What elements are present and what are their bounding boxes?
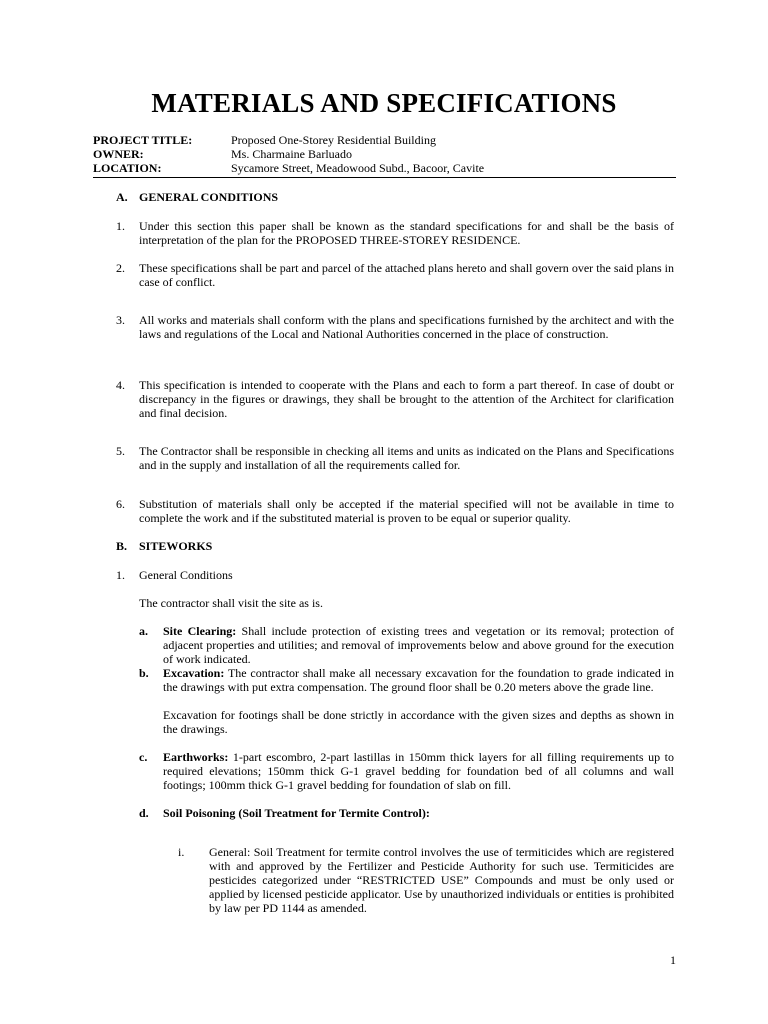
sub-item-heading: Excavation:: [163, 666, 225, 680]
sub-item: [163, 624, 674, 666]
list-number: 1.: [116, 568, 125, 582]
sub-item-text: 1-part escombro, 2-part lastillas in 150mm thick layers for all filling requirements up to required elevations; 150mm thick G-1 gravel bedding for foundation bed of all columns and wall footings; 100mm thick G-1 gravel bedding for foundation of slab on fill.: [163, 750, 674, 792]
page-number: 1: [670, 953, 676, 967]
sub-letter: b.: [139, 666, 149, 680]
sub-item-heading: Soil Poisoning (Soil Treatment for Termite Control):: [163, 806, 430, 820]
list-number: 5.: [116, 444, 125, 458]
list-item-text: This specification is intended to cooperate with the Plans and each to form a part thereof. In case of doubt or discrepancy in the figures or drawings, they shall be brought to the attention of the Architect for clarification and final decision.: [139, 378, 674, 420]
sub-item: [163, 806, 674, 820]
meta-value: Ms. Charmaine Barluado: [231, 147, 352, 161]
meta-label: OWNER:: [93, 147, 144, 161]
roman-item-text: General: Soil Treatment for termite control involves the use of termiticides which are registered with and approved by the Fertilizer and Pesticide Authority for such use. Termiticides are pesticides categorized under “RESTRICTED USE” Compounds and must be only used or applied by licensed pesticide applicator. Use by unauthorized individuals or entities is prohibited by law per PD 1144 as amended.: [209, 845, 674, 915]
intro-text: The contractor shall visit the site as is.: [139, 596, 323, 610]
list-item-text: All works and materials shall conform with the plans and specifications furnished by the architect and with the laws and regulations of the Local and National Authorities concerned in the place of construction.: [139, 313, 674, 341]
sub-item-text: Shall include protection of existing trees and vegetation or its removal; protection of adjacent properties and utilities; and removal of improvements below and above ground for the execution of work indicated.: [163, 624, 674, 666]
list-item-text: Substitution of materials shall only be accepted if the material specified will not be available in time to complete the work and if the substituted material is proven to be equal or superior quality.: [139, 497, 674, 525]
list-item-text: These specifications shall be part and parcel of the attached plans hereto and shall govern over the said plans in case of conflict.: [139, 261, 674, 289]
sub-item-text: The contractor shall make all necessary excavation for the foundation to grade indicated in the drawings with put extra compensation. The ground floor shall be 0.20 meters above the grade line.: [163, 666, 674, 694]
meta-value: Sycamore Street, Meadowood Subd., Bacoor, Cavite: [231, 161, 485, 175]
list-item-text: Under this section this paper shall be known as the standard specifications for and shall be the basis of interpretation of the plan for the PROPOSED THREE-STOREY RESIDENCE.: [139, 219, 674, 247]
header-divider: [93, 177, 676, 178]
list-number: 6.: [116, 497, 125, 511]
roman-number: i.: [178, 845, 185, 859]
meta-value: Proposed One-Storey Residential Building: [231, 133, 436, 147]
sub-letter: a.: [139, 624, 148, 638]
meta-label: PROJECT TITLE:: [93, 133, 193, 147]
sub-item: [163, 666, 674, 694]
list-number: 3.: [116, 313, 125, 327]
meta-row-project-title: [93, 133, 675, 147]
sub-letter: d.: [139, 806, 149, 820]
section-heading: GENERAL CONDITIONS: [139, 190, 279, 204]
sub-item-heading: Earthworks:: [163, 750, 229, 764]
sub-letter: c.: [139, 750, 148, 764]
meta-row-owner: [93, 147, 675, 161]
list-item-text: The Contractor shall be responsible in checking all items and units as indicated on the Plans and Specifications and in the supply and installation of all the requirements called for.: [139, 444, 674, 472]
sub-item-extra: Excavation for footings shall be done strictly in accordance with the given sizes and depths as shown in the drawings.: [163, 708, 674, 736]
list-number: 4.: [116, 378, 125, 392]
sub-item: [163, 750, 674, 792]
meta-row-location: [93, 161, 675, 175]
list-number: 2.: [116, 261, 125, 275]
list-number: 1.: [116, 219, 125, 233]
subsection-title: General Conditions: [139, 568, 233, 582]
section-letter: A.: [116, 190, 128, 204]
section-heading: SITEWORKS: [139, 539, 213, 553]
document-title: MATERIALS AND SPECIFICATIONS: [151, 88, 617, 118]
meta-label: LOCATION:: [93, 161, 162, 175]
sub-item-heading: Site Clearing:: [163, 624, 237, 638]
section-letter: B.: [116, 539, 128, 553]
project-meta: [93, 133, 675, 175]
